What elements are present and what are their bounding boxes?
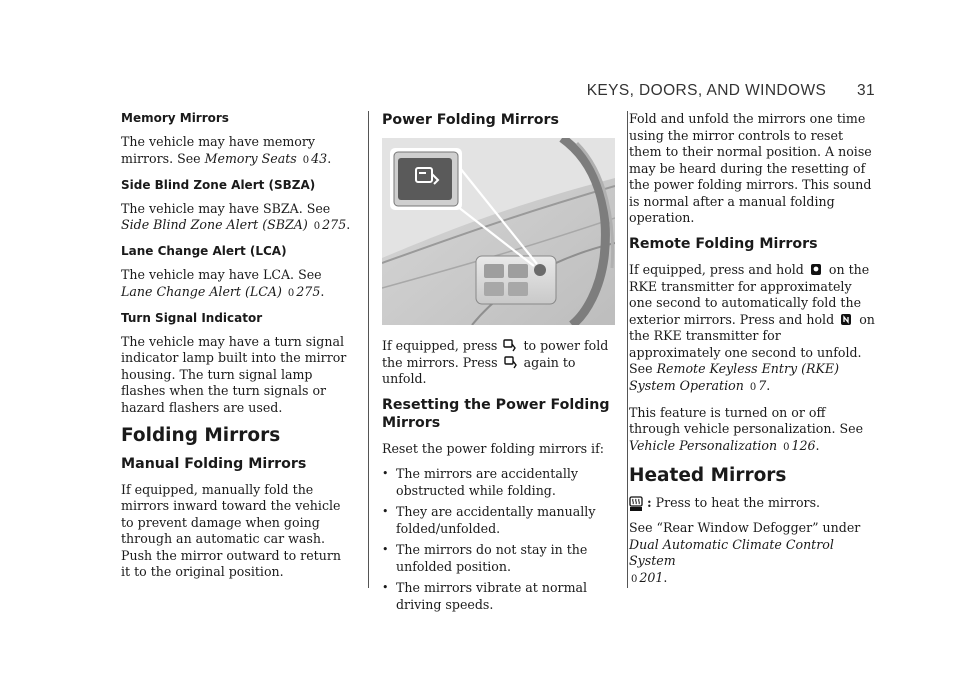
resetting-bullet-list — [382, 466, 616, 613]
manual-folding-heading: Manual Folding Mirrors — [121, 455, 307, 472]
page-ref-arrow: 0 — [313, 221, 321, 232]
sbza-heading: Side Blind Zone Alert (SBZA) — [121, 177, 316, 192]
fold-mirror-icon — [503, 339, 516, 352]
fold-mirror-icon — [504, 356, 517, 369]
lca-text: The vehicle may have LCA. See Lane Change Alert (LCA) 0 275. — [121, 267, 325, 299]
memory-seats-link[interactable]: Memory Seats — [204, 150, 297, 166]
reset-procedure-text: Fold and unfold the mirrors one time using the mirror controls to reset them to their normal position. A noise may be heard during the resetting of the power folding mirrors. This sound is normal after a manual folding operation. — [629, 111, 872, 225]
page-header — [0, 82, 875, 100]
column-1 — [121, 111, 353, 589]
column-3 — [629, 111, 875, 597]
power-folding-heading: Power Folding Mirrors — [382, 112, 559, 128]
list-item: • The mirrors vibrate at normal driving speeds. — [382, 580, 616, 613]
unlock-key-icon — [840, 313, 852, 326]
lca-link[interactable]: Lane Change Alert (LCA) — [121, 283, 282, 299]
memory-mirrors-heading: Memory Mirrors — [121, 111, 229, 125]
sbza-link[interactable]: Side Blind Zone Alert (SBZA) — [121, 217, 308, 232]
resetting-intro: Reset the power folding mirrors if: — [382, 441, 604, 456]
page-ref-arrow: 0 — [783, 441, 790, 453]
column-2 — [382, 111, 616, 619]
door-switch-figure — [382, 138, 615, 325]
manual-folding-text: If equipped, manually fold the mirrors inward toward the vehicle to prevent damage when going through an automatic car wash. Push the mirror outward to return it to the original position. — [121, 481, 341, 579]
page-ref-arrow: 0 — [749, 381, 757, 393]
heated-mirrors-title: Heated Mirrors — [629, 464, 787, 486]
sbza-text: The vehicle may have SBZA. See Side Blind Zone Alert (SBZA) 0 275. — [121, 200, 351, 232]
list-item: • They are accidentally manually folded/unfolded. — [382, 504, 616, 537]
heated-see-text: See “Rear Window Defogger” under Dual Automatic Climate Control System 0 201. — [629, 520, 861, 585]
remote-folding-text: If equipped, press and hold on the RKE transmitter for approximately one second to automatically fold the exterior mirrors. Press and hold on the RKE transmitter for approximately one second to unfold. See Remote Keyless Entry (RKE) System Operation 0 7. — [629, 262, 875, 393]
folding-mirrors-title: Folding Mirrors — [121, 424, 281, 446]
rear-defog-icon — [629, 496, 643, 512]
rke-system-link[interactable]: Remote Keyless Entry (RKE) System Operation — [629, 361, 839, 393]
heated-mirrors-text: : Press to heat the mirrors. — [629, 495, 875, 512]
page-ref-arrow: 0 — [631, 573, 638, 585]
column-divider — [368, 111, 369, 588]
page-ref-arrow: 0 — [287, 287, 295, 299]
section-title: KEYS, DOORS, AND WINDOWS — [586, 82, 827, 99]
personalization-text: This feature is turned on or off through vehicle personalization. See Vehicle Personalization 0 126. — [629, 404, 864, 453]
climate-control-link[interactable]: Dual Automatic Climate Control System — [629, 536, 834, 568]
list-item: • The mirrors do not stay in the unfolded position. — [382, 542, 616, 575]
list-item: • The mirrors are accidentally obstructed while folding. — [382, 466, 616, 499]
resetting-heading: Resetting the Power Folding Mirrors — [382, 397, 610, 431]
lca-heading: Lane Change Alert (LCA) — [121, 244, 287, 258]
column-divider — [627, 111, 628, 588]
remote-folding-heading: Remote Folding Mirrors — [629, 236, 818, 252]
vehicle-personalization-link[interactable]: Vehicle Personalization — [629, 437, 778, 453]
turn-signal-heading: Turn Signal Indicator — [121, 310, 263, 325]
turn-signal-text: The vehicle may have a turn signal indicator lamp built into the mirror housing. The turn signal lamp flashes when the turn signals or hazard flashers are used. — [121, 333, 347, 415]
power-folding-text: If equipped, press to power fold the mirrors. Press again to unfold. — [382, 338, 609, 386]
lock-key-icon — [810, 263, 822, 276]
page-number: 31 — [856, 82, 875, 99]
page-ref-arrow: 0 — [302, 154, 310, 166]
door-panel-illustration — [382, 138, 615, 325]
memory-mirrors-text: The vehicle may have memory mirrors. See Memory Seats 0 43. — [121, 134, 332, 166]
